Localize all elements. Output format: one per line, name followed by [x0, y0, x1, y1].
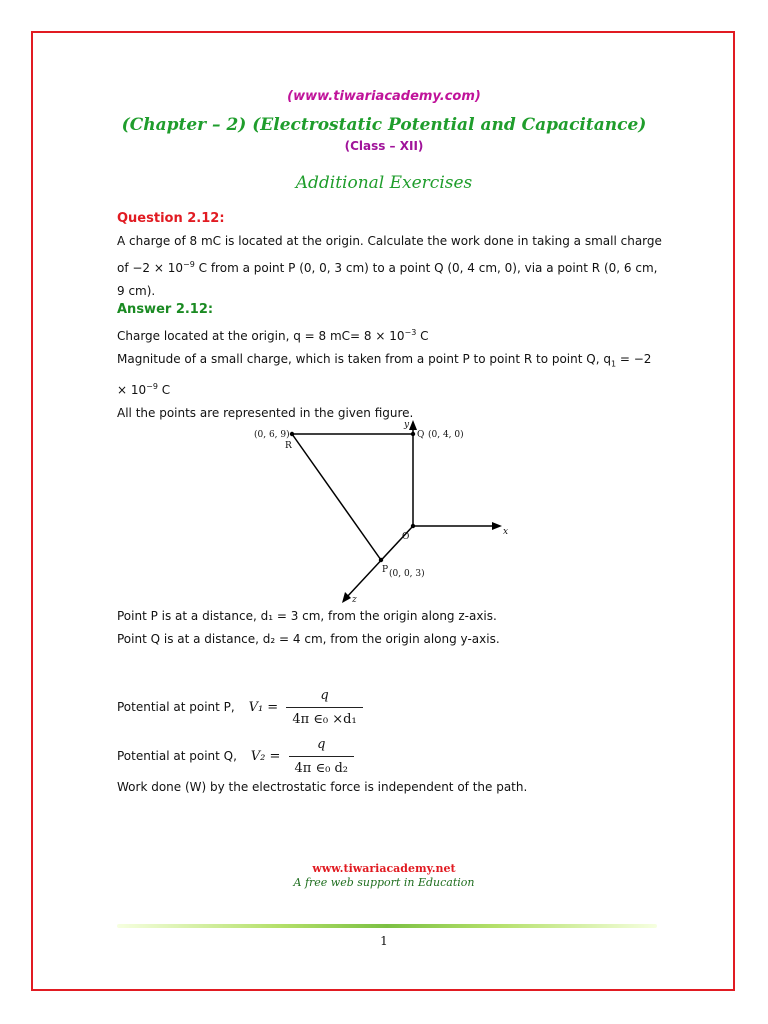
distance-q: Point Q is at a distance, d₂ = 4 cm, from the origin along y-axis.: [117, 632, 500, 646]
label-o: O: [402, 532, 410, 542]
answer-line-small-charge: Magnitude of a small charge, which is taken from a point P to point R to point Q, $q_1 = -2 \times 10^{-9}$ C: [117, 352, 652, 398]
question-text: A charge of 8 mC is located at the origin. Calculate the work done in taking a small charge of $-2 \times 10^{-9}$ C from a point P (0, 0, 3 cm) to a point Q (0, 4 cm, 0), via a point R (0, 6 cm, 9 cm).: [117, 234, 662, 298]
work-statement: Work done (W) by the electrostatic force is independent of the path.: [117, 780, 528, 794]
coordinate-figure: [240, 418, 530, 608]
distance-block: [117, 605, 662, 651]
segment-rp: [292, 434, 381, 560]
label-x: x: [503, 527, 509, 537]
footer-site: www.tiwariacademy.net: [312, 862, 456, 875]
point-p: [379, 558, 383, 562]
potential-q-label: Potential at point Q,: [117, 749, 237, 763]
label-y: y: [404, 420, 410, 430]
footer-tagline: A free web support in Education: [293, 876, 475, 889]
label-z: z: [352, 595, 357, 605]
point-r: [290, 432, 294, 436]
footer-divider: [117, 924, 657, 928]
potential-q: [117, 733, 662, 780]
potential-q-formula: V₂ = $\frac{q}{\text{4π ∈₀ d₂}}$: [251, 733, 354, 780]
page-number: 1: [380, 934, 388, 948]
header-site: (www.tiwariacademy.com): [287, 89, 481, 104]
label-p-coord: (0, 0, 3): [389, 569, 425, 579]
y-axis-arrow: [409, 420, 417, 430]
label-r-coord: (0, 6, 9): [254, 430, 290, 440]
label-q: Q: [417, 430, 425, 440]
answer-heading: Answer 2.12:: [117, 302, 214, 317]
label-q-coord: (0, 4, 0): [428, 430, 464, 440]
label-r: R: [285, 441, 292, 451]
potential-p-label: Potential at point P,: [117, 700, 235, 714]
point-q: [411, 432, 415, 436]
potential-p-formula: V₁ = $\frac{q}{\text{4π ∈₀ ×d₁}}$: [249, 684, 363, 731]
distance-p: Point P is at a distance, d₁ = 3 cm, from the origin along z-axis.: [117, 609, 497, 623]
answer-line-figure-intro: All the points are represented in the given figure.: [117, 406, 414, 421]
answer-block: [117, 298, 662, 425]
point-o: [411, 524, 415, 528]
potential-p: [117, 684, 662, 731]
x-axis-arrow: [492, 522, 502, 530]
question-heading: Question 2.12:: [117, 211, 225, 226]
chapter-title: (Chapter – 2) (Electrostatic Potential and Capacitance): [121, 115, 647, 135]
answer-line-charge: Charge located at the origin, q = 8 $mC= 8 \times 10^{-3}$ C: [117, 328, 429, 343]
section-title: Additional Exercises: [295, 173, 473, 193]
label-p: P: [382, 565, 389, 575]
question-block: [117, 207, 662, 303]
class-label: (Class – XII): [344, 139, 424, 153]
